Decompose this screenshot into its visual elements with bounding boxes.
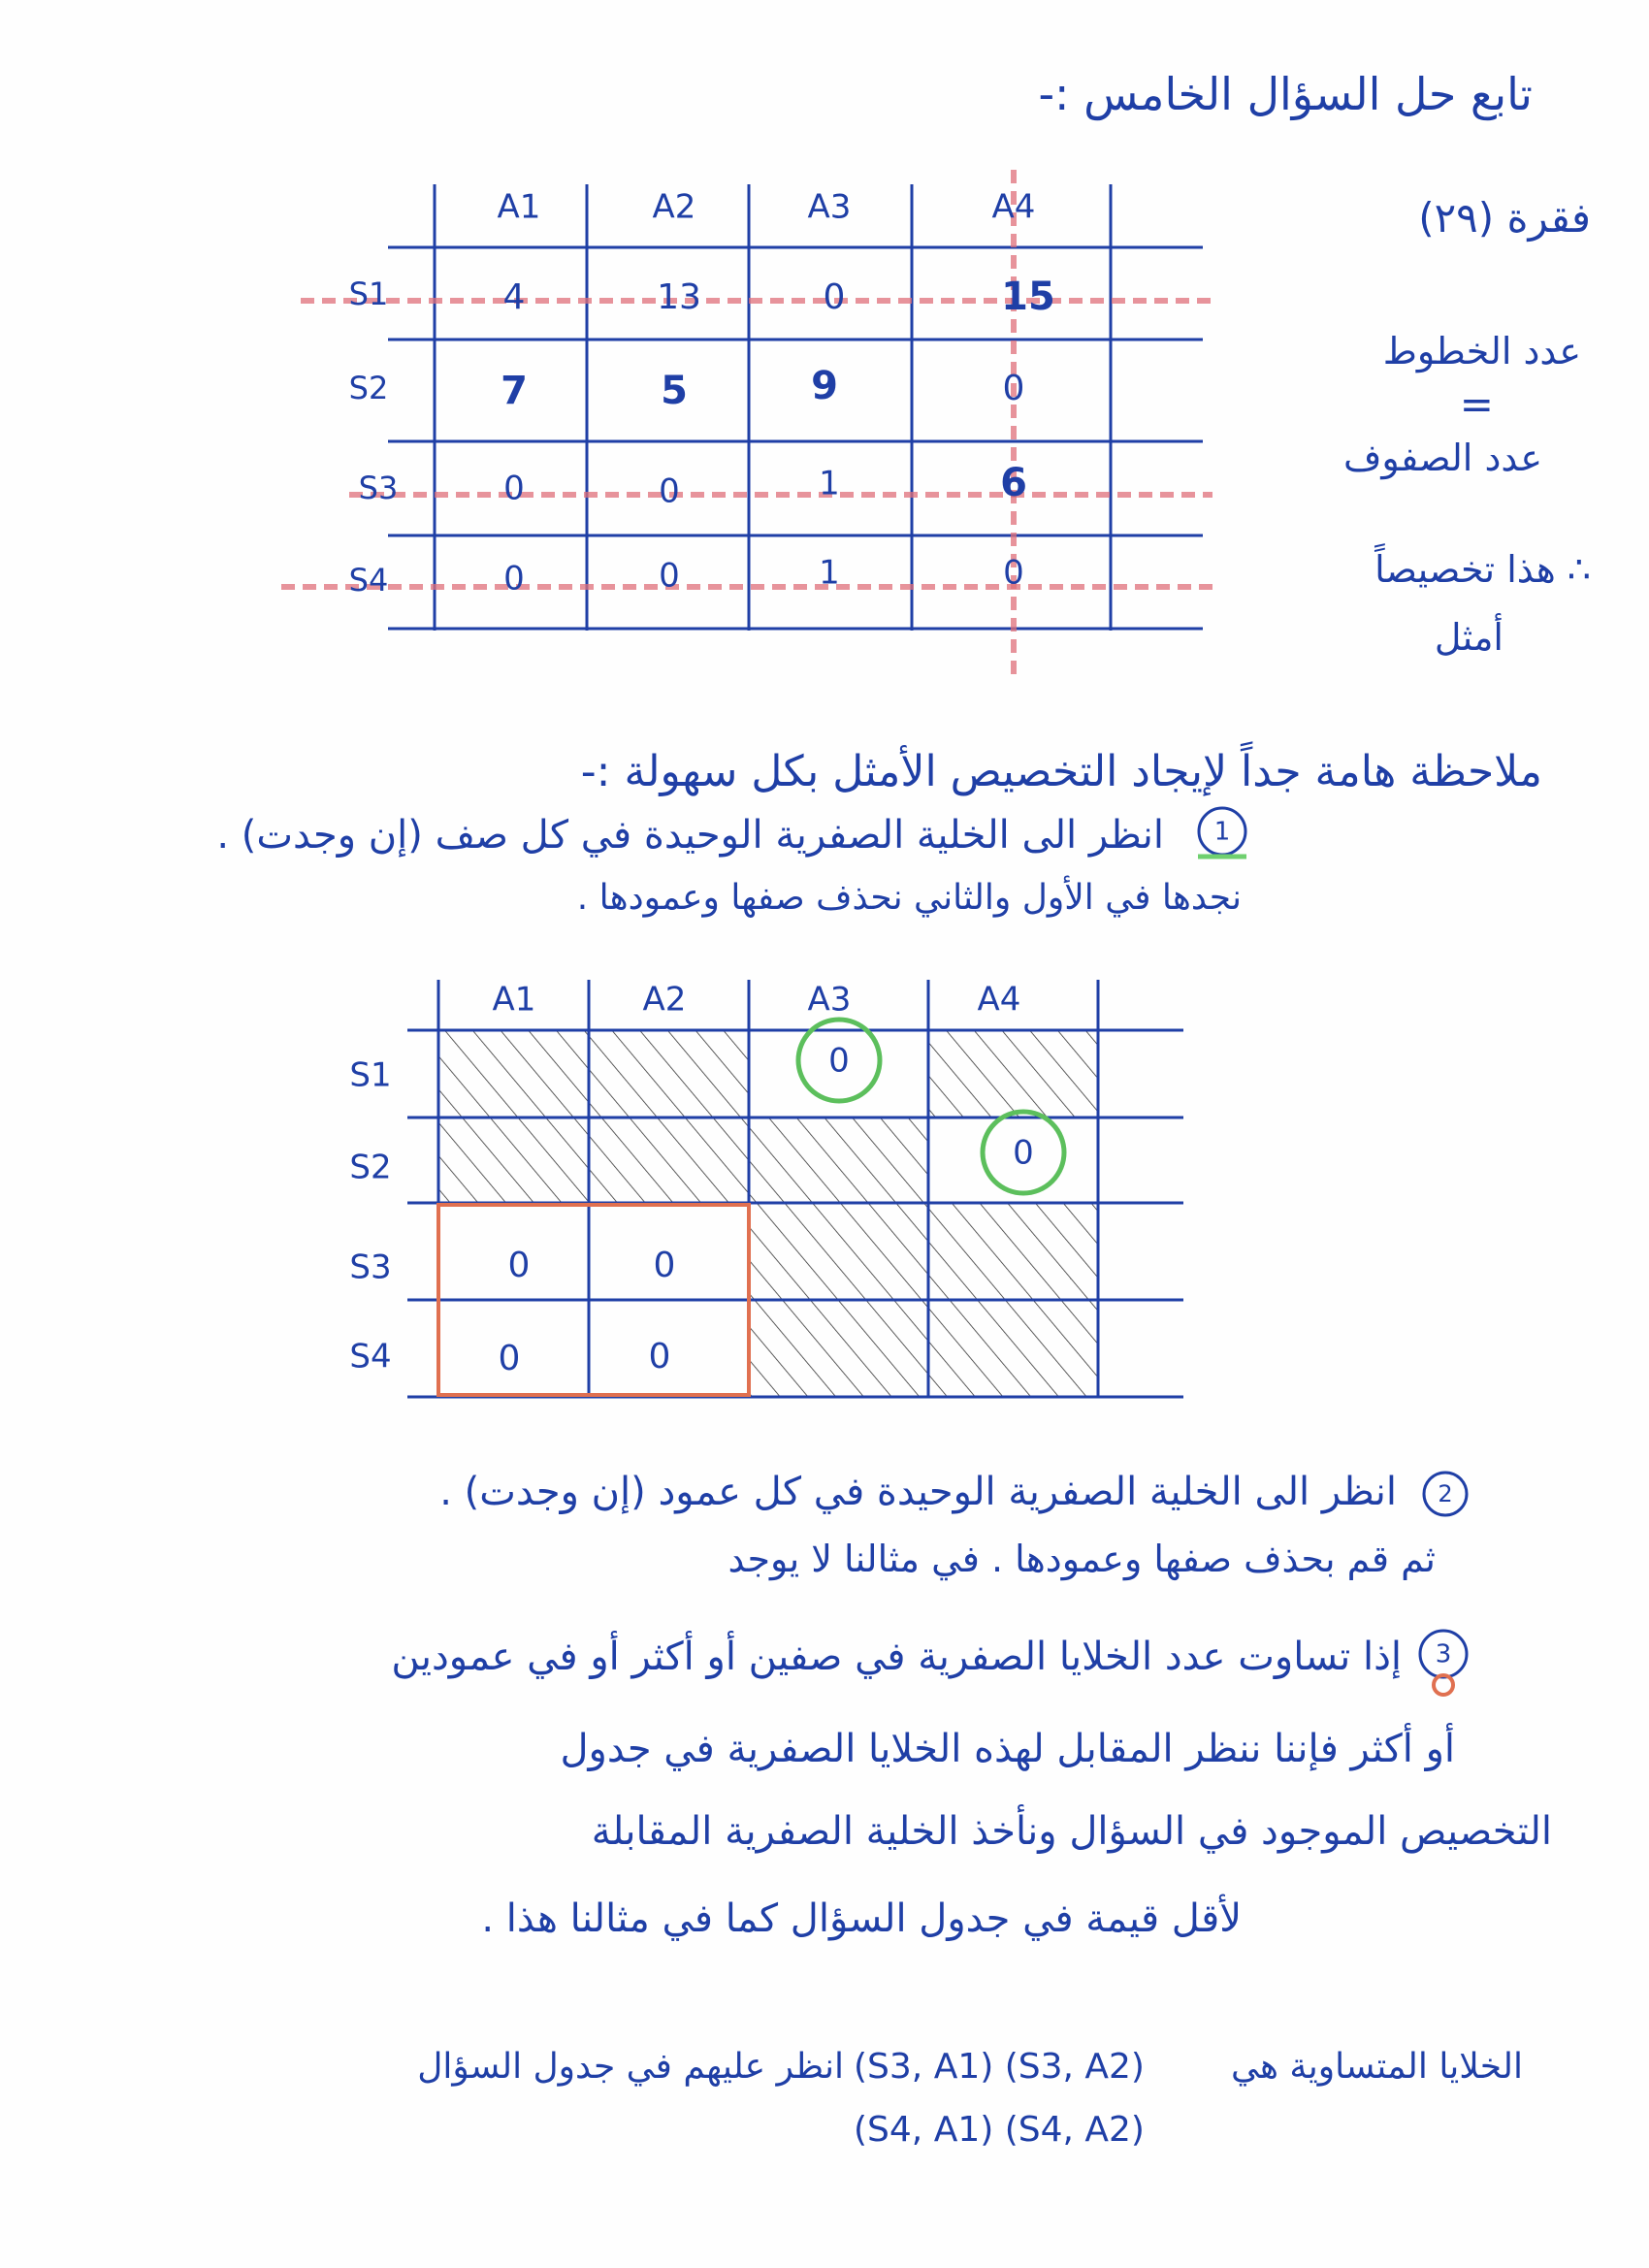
side-note-equals: = bbox=[1459, 380, 1494, 428]
table-1-cell: 13 bbox=[657, 277, 701, 317]
table-1-header-a1: A1 bbox=[497, 187, 541, 227]
conclusion-label: الخلايا المتساوية هي bbox=[1231, 2047, 1523, 2087]
paragraph-reference: فقرة (٢٩) bbox=[1418, 194, 1591, 242]
table-1-cell: 0 bbox=[503, 469, 525, 508]
step-2-line-1: انظر الى الخلية الصفرية الوحيدة في كل عمود (إن وجدت) . bbox=[439, 1470, 1397, 1514]
eliminated-cell bbox=[749, 1118, 928, 1203]
table-2-header-a1: A1 bbox=[492, 980, 536, 1020]
note-title: ملاحظة هامة جداً لإيجاد التخصيص الأمثل بكل سهولة :- bbox=[580, 747, 1542, 796]
assignment-table-2 bbox=[330, 960, 1242, 1426]
table-2-row-label-s2: S2 bbox=[349, 1148, 392, 1187]
eliminated-cell bbox=[438, 1030, 589, 1118]
table-1-cell: 0 bbox=[503, 559, 525, 599]
table-2-cell: 0 bbox=[648, 1337, 671, 1377]
conclusion-pairs-row-1: (S3, A1) (S3, A2) bbox=[854, 2047, 1145, 2087]
side-note-conclusion: ∴ هذا تخصيصاً bbox=[1374, 548, 1591, 591]
table-1-cell: 0 bbox=[659, 556, 680, 596]
table-1-cell: 6 bbox=[1000, 461, 1027, 505]
eliminated-cell bbox=[749, 1300, 928, 1397]
eliminated-cell bbox=[589, 1030, 749, 1118]
step-3-line-3: التخصيص الموجود في السؤال ونأخذ الخلية الصفرية المقابلة bbox=[591, 1809, 1552, 1854]
table-1-header-a2: A2 bbox=[652, 187, 696, 227]
assignment-table-1 bbox=[242, 165, 1261, 689]
table-1-cell: 0 bbox=[659, 471, 680, 511]
step-3-number: 3 bbox=[1435, 1639, 1452, 1669]
table-1-cell: 1 bbox=[819, 553, 840, 593]
table-2-header-a3: A3 bbox=[807, 980, 852, 1020]
page-heading: تابع حل السؤال الخامس :- bbox=[1038, 68, 1533, 120]
step-3-marker bbox=[1411, 1625, 1479, 1702]
table-2-cell: 0 bbox=[498, 1339, 521, 1378]
step-3-line-2: أو أكثر فإننا ننظر المقابل لهذه الخلايا الصفرية في جدول bbox=[560, 1727, 1455, 1771]
table-1-header-a3: A3 bbox=[807, 187, 852, 227]
step-3-line-1: إذا تساوت عدد الخلايا الصفرية في صفين أو أكثر أو في عمودين bbox=[391, 1635, 1402, 1679]
table-1-cell: 1 bbox=[819, 464, 840, 503]
eliminated-cell bbox=[928, 1300, 1098, 1397]
table-2-cell: 0 bbox=[653, 1246, 676, 1285]
table-1-cell: 0 bbox=[823, 277, 846, 317]
table-1-cell: 7 bbox=[501, 369, 528, 413]
step-1-marker bbox=[1188, 800, 1256, 868]
step-3-line-4: لأقل قيمة في جدول السؤال كما في مثالنا هذا . bbox=[481, 1896, 1242, 1941]
table-2-cell: 0 bbox=[1013, 1133, 1034, 1173]
table-2-cell: 0 bbox=[828, 1041, 850, 1081]
table-1-cell: 4 bbox=[502, 277, 526, 317]
conclusion-instruction: انظر عليهم في جدول السؤال bbox=[417, 2047, 844, 2087]
step-2-marker bbox=[1416, 1465, 1474, 1523]
eliminated-cell bbox=[928, 1030, 1098, 1118]
table-1-cell: 5 bbox=[661, 369, 688, 413]
step-2-number: 2 bbox=[1438, 1480, 1453, 1507]
table-1-row-label-s1: S1 bbox=[348, 275, 389, 312]
table-1-cell: 9 bbox=[811, 364, 838, 408]
side-note-optimal: أمثل bbox=[1434, 616, 1504, 659]
eliminated-cell bbox=[589, 1118, 749, 1203]
table-2-header-a4: A4 bbox=[977, 980, 1021, 1020]
side-note-rows-count: عدد الصفوف bbox=[1343, 437, 1542, 479]
step-1-line-1: انظر الى الخلية الصفرية الوحيدة في كل صف (إن وجدت) . bbox=[216, 813, 1164, 858]
conclusion-pairs-row-2: (S4, A1) (S4, A2) bbox=[854, 2110, 1145, 2150]
table-1-cell: 0 bbox=[1003, 553, 1024, 593]
table-2-row-label-s3: S3 bbox=[349, 1247, 392, 1287]
table-2-row-label-s1: S1 bbox=[349, 1055, 392, 1095]
table-2-header-a2: A2 bbox=[642, 980, 687, 1020]
table-1-cell: 15 bbox=[1001, 275, 1055, 319]
table-1-row-label-s4: S4 bbox=[348, 562, 389, 599]
side-note-lines-count: عدد الخطوط bbox=[1382, 330, 1581, 373]
table-1-row-label-s3: S3 bbox=[358, 470, 399, 506]
eliminated-cell bbox=[749, 1203, 928, 1300]
step-2-line-2: ثم قم بحذف صفها وعمودها . في مثالنا لا يوجد bbox=[728, 1538, 1436, 1580]
eliminated-cell bbox=[438, 1118, 589, 1203]
step-1-line-2: نجدها في الأول والثاني نحذف صفها وعمودها . bbox=[576, 878, 1242, 918]
table-1-header-a4: A4 bbox=[991, 187, 1036, 227]
table-1-cell: 0 bbox=[1002, 369, 1025, 408]
step-1-number: 1 bbox=[1213, 817, 1231, 847]
table-2-cell: 0 bbox=[507, 1246, 531, 1285]
table-1-row-label-s2: S2 bbox=[348, 370, 389, 406]
eliminated-cell bbox=[928, 1203, 1098, 1300]
table-2-row-label-s4: S4 bbox=[349, 1337, 392, 1377]
